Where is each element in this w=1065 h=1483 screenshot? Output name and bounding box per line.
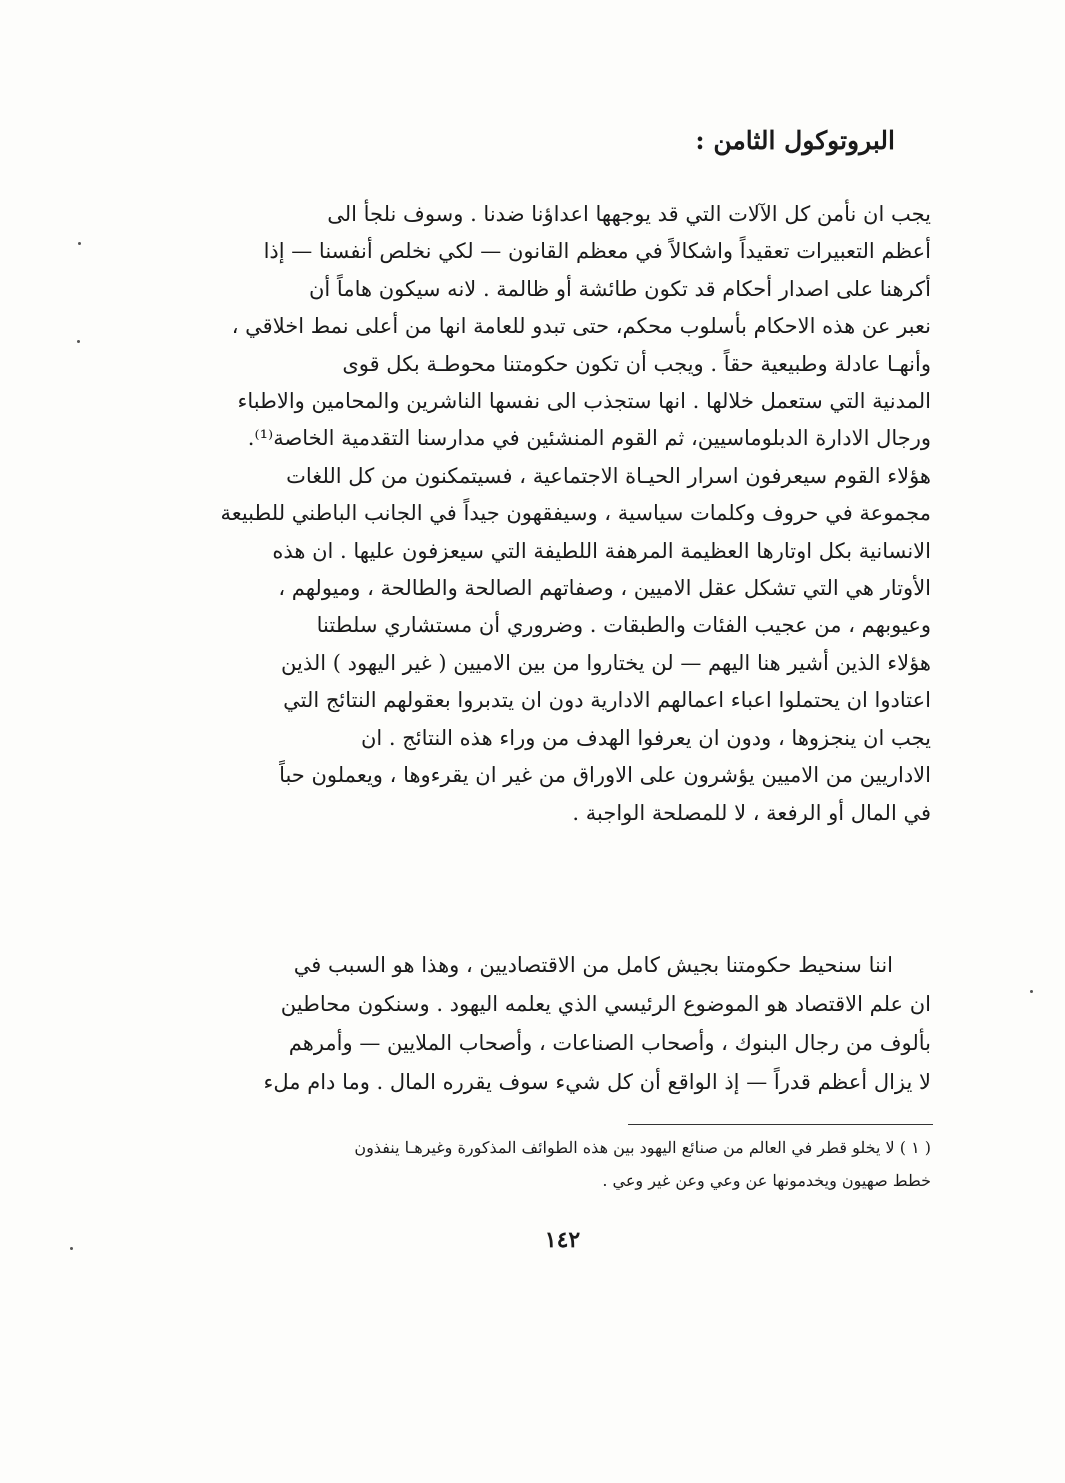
text-line: ان علم الاقتصاد هو الموضوع الرئيسي الذي يعلمه اليهود . وسنكون محاطين: [280, 992, 931, 1016]
footnote-divider: [628, 1124, 933, 1125]
text-line: هؤلاء الذين أشير هنا اليهم — لن يختاروا من بين الاميين ( غير اليهود ) الذين: [281, 650, 931, 675]
scan-speck: [70, 1247, 73, 1250]
scan-speck: [77, 340, 80, 343]
text-line: الأوتار هي التي تشكل عقل الاميين ، وصفاتهم الصالحة والطالحة ، وميولهم ،: [278, 576, 931, 601]
text-line: المدنية التي ستعمل خلالها . انها ستجذب الى نفسها الناشرين والمحامين والاطباء: [237, 389, 931, 414]
text-line: بألوف من رجال البنوك ، وأصحاب الصناعات ، وأصحاب الملايين — وأمرهم: [288, 1031, 931, 1055]
text-line: أكرهنا على اصدار أحكام قد تكون طائشة أو ظالمة . لانه سيكون هاماً أن: [308, 276, 931, 301]
text-line: الانسانية بكل اوتارها العظيمة المرهفة اللطيفة التي سيعزفون عليها . ان هذه: [272, 538, 931, 563]
text-line: هؤلاء القوم سيعرفون اسرار الحيـاة الاجتماعية ، فسيتمكنون من كل اللغات: [286, 463, 931, 488]
text-line: أعظم التعبيرات تعقيداً واشكالاً في معظم القانون — لكي نخلص أنفسنا — إذا: [263, 239, 931, 264]
paragraph-2: [213, 946, 931, 1102]
text-line: مجموعة في حروف وكلمات سياسية ، وسيفقهون جيداً في الجانب الباطني للطبيعة: [220, 501, 931, 526]
text-line: يجب ان ينجزوها ، ودون ان يعرفوا الهدف من وراء هذه النتائج . ان: [360, 725, 931, 750]
text-line: في المال أو الرفعة ، لا للمصلحة الواجبة .: [572, 800, 931, 825]
paragraph-1: [213, 196, 931, 832]
footnote: [213, 1131, 931, 1197]
text-line: اعتادوا ان يحتملوا اعباء اعمالهم الادارية دون ان يتدبروا بعقولهم النتائج التي: [283, 688, 931, 713]
text-line: لا يزال أعظم قدراً — إذ الواقع أن كل شيء سوف يقرره المال . وما دام ملء: [263, 1070, 931, 1094]
footnote-line: ( ١ ) لا يخلو قطر في العالم من صنائع اليهود بين هذه الطوائف المذكورة وغيرهـا ينفذون: [354, 1138, 931, 1157]
scan-speck: [1030, 990, 1033, 993]
scan-speck: [78, 242, 81, 245]
text-line: يجب ان نأمن كل الآلات التي قد يوجهها اعداؤنا ضدنا . وسوف نلجأ الى: [327, 202, 931, 226]
chapter-heading: البروتوكول الثامن :: [695, 126, 895, 155]
footnote-line: خطط صهيون ويخدمونها عن وعي وعن غير وعي .: [602, 1171, 931, 1190]
text-line: ورجال الادارة الدبلوماسيين، ثم القوم المنشئين في مدارسنا التقدمية الخاصة⁽¹⁾.: [247, 426, 931, 451]
text-line: وعيوبهم ، من عجيب الفئات والطبقات . وضروري أن مستشاري سلطتنا: [316, 613, 931, 638]
text-line: نعبر عن هذه الاحكام بأسلوب محكم، حتى تبدو للعامة انها من أعلى نمط اخلاقي ،: [231, 314, 931, 339]
text-line: وأنهـا عادلة وطبيعية حقاً . ويجب أن تكون حكومتنا محوطـة بكل قوى: [342, 351, 931, 376]
text-line: الاداريين من الاميين يؤشرون على الاوراق من غير ان يقرءوها ، ويعملون حباً: [279, 763, 931, 788]
text-line: اننا سنحيط حكومتنا بجيش كامل من الاقتصاديين ، وهذا هو السبب في: [293, 953, 893, 977]
page-number: ١٤٢: [544, 1227, 581, 1253]
